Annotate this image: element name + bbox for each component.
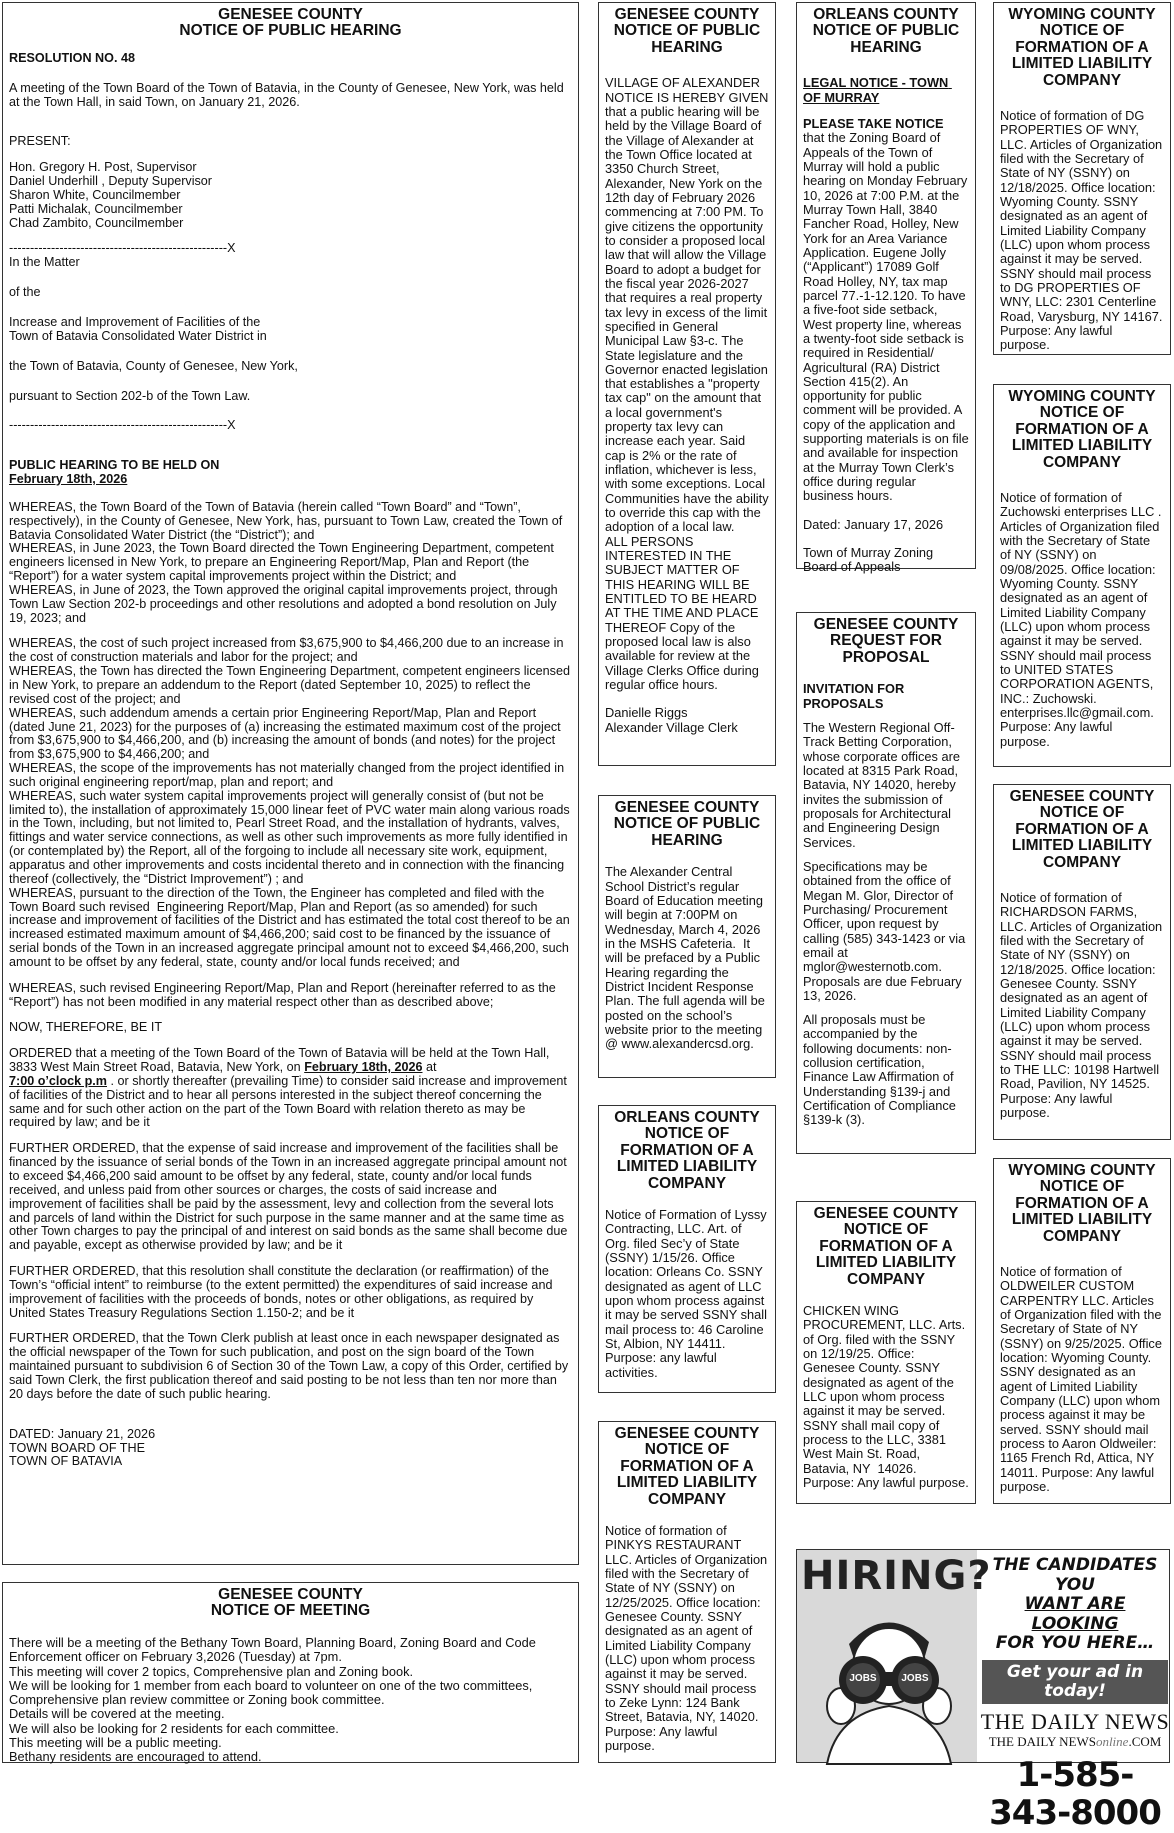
header-line: FORMATION OF A [819,1237,953,1255]
header-line: COMPANY [647,1490,727,1508]
present-label: PRESENT: [9,134,71,149]
header-line: FORMATION OF A [1015,1194,1149,1212]
dg-properties-llc-formation-notice [993,2,1171,355]
resolution-number: RESOLUTION NO. 48 [9,50,135,65]
notice-body: Notice of formation of Zuchowski enterprises LLC . Articles of Organization filed with the Secretary of State of NY (SSNY) on 09/08/2025. Office location: Wyoming County. SSNY designated as an agent of Limited Liability Company (LLC) upon whom process against it may be served. SSNY should mail process to UNITED STATES CORPORATION AGENTS, INC.: Zuchowski. enterprises.llc@gmail.com. Purpose: Any lawful purpose. [1000,490,1165,749]
header-line: COMPANY [1042,453,1122,471]
header-line: ORLEANS COUNTY [813,6,959,23]
header-line: LIMITED LIABILITY [815,1254,957,1272]
notice-header [9,1587,572,1620]
ad-text-panel [980,1550,1170,1833]
present-member: Chad Zambito, Councilmember [9,215,184,230]
invitation-title: INVITATION FOR PROPOSALS [803,681,908,711]
notice-dated: Dated: January 17, 2026 [803,516,944,532]
header-line: LIMITED LIABILITY [1011,55,1153,73]
ad-call-to-action[interactable]: Get your ad in today! [982,1660,1168,1704]
divider: ----------------------------------------------------X [9,418,236,433]
header-line: LIMITED LIABILITY [1011,1211,1153,1229]
header-line: NOTICE OF [1039,1178,1125,1196]
header-line: NOTICE OF PUBLIC [613,22,761,40]
notice-header [803,1206,969,1288]
whereas-paragraph: WHEREAS, the Town Board of the Town of Batavia (herein called “Town Board” and “Town”, respectively), in the County of Genesee, New York, has, pursuant to Town Law, created the Town of Batavia Consolidated Water District (the “District”); and WHEREAS, in June 2023, the Town Board directed the Town Engineering Department, competent engineers licensed in New York, to prepare an Engineering Report/Map, Plan and Report (the “Report”) for a water system capital improvements project within the District; and WHEREAS, in June of 2023, the Town approved the original capital improvements project, through Town Law Section 202-b proceedings and other resolutions and adopted a bond resolution on July 19, 2023; and [9,499,563,625]
header-line: COMPANY [1042,1227,1122,1245]
logo-text: THE DAILY NEWS [988,1734,1096,1750]
ordered-time: 7:00 o’clock p.m [9,1073,107,1088]
header-line: FORMATION OF A [620,1457,754,1475]
richardson-farms-llc-formation-notice [993,784,1171,1140]
jobs-label-right: JOBS [901,1673,929,1684]
header-line: FORMATION OF A [1015,420,1149,438]
ordered-paragraph [9,1047,572,1130]
logo-com: .COM [1128,1734,1162,1750]
header-line: COMPANY [1042,71,1122,89]
notice-header [1000,1163,1164,1245]
header-line: COMPANY [647,1174,727,1192]
matter-line: Increase and Improvement of Facilities of the Town of Batavia Consolidated Water District in [9,314,267,343]
header-line: NOTICE OF [1039,804,1125,822]
hiring-headline: HIRING? [801,1553,992,1599]
hearing-date: February 18th, 2026 [9,472,128,487]
lyssy-llc-formation-notice [598,1105,776,1393]
header-line: HEARING [651,38,723,56]
header-line: GENESEE COUNTY [813,1205,959,1222]
meeting-body: There will be a meeting of the Bethany Town Board, Planning Board, Zoning Board and Code Enforcement officer on February 3,2026 (Tuesday) at 7pm. This meeting will cover 2 topics, Comprehensive plan and Zoning book. We will be looking for 1 member from each board to volunteer on one of the two committees, Comprehensive plan review committee or Zoning book committee. Details will be covered at the meeting. We will also be looking for 2 residents for each committee. This meeting will be a public meeting. Bethany residents are encouraged to attend. [9,1634,536,1765]
notice-signature: Danielle Riggs Alexander Village Clerk [605,705,738,735]
zuchowski-llc-formation-notice [993,384,1171,767]
notice-header [1000,7,1164,89]
ad-phone-number[interactable]: 1-585-343-8000 [989,1754,1161,1833]
alexander-village-hearing-notice [598,2,776,766]
header-line: FORMATION OF A [620,1141,754,1159]
proposal-paragraph: The Western Regional Off-Track Betting Corporation, whose corporate offices are located at 8315 Park Road, Batavia, NY 14020, hereby invites the submission of proposals for Architectural and Engineering Design Services. [803,719,964,850]
header-line: NOTICE OF [1039,404,1125,422]
notice-body: Notice of Formation of Lyssy Contracting, LLC. Art. of Org. filed Sec’y of State (SSNY) 1/15/26. Office location: Orleans Co. SSNY designated as agent of LLC upon whom process against it may be served SSNY shall mail process to: 46 Caroline St, Albion, NY 14411. Purpose: any lawful activities. [605,1207,771,1380]
tagline-line: WANT ARE LOOKING [1024,1594,1126,1634]
chicken-wing-llc-formation-notice [796,1201,976,1504]
hearing-label: PUBLIC HEARING TO BE HELD ON [9,458,220,473]
header-line: FORMATION OF A [1015,820,1149,838]
divider: ----------------------------------------------------X [9,241,236,256]
header-line: GENESEE COUNTY [614,799,760,816]
header-line: COMPANY [846,1270,926,1288]
dated-signature: DATED: January 21, 2026 TOWN BOARD OF THE TOWN OF BATAVIA [9,1426,156,1469]
header-line: HEARING [651,831,723,849]
bethany-meeting-notice [2,1582,579,1763]
whereas-paragraph: WHEREAS, such revised Engineering Report/Map, Plan and Report (hereinafter referred to as the “Report”) has not been modified in any material respect other than as described above; [9,980,560,1009]
header-line: GENESEE COUNTY [614,1425,760,1442]
header-line: WYOMING COUNTY [1008,1162,1156,1179]
matter-line: the Town of Batavia, County of Genesee, New York, [9,358,298,373]
jobs-label-left: JOBS [849,1673,877,1684]
daily-news-hiring-ad[interactable] [796,1549,1170,1833]
notice-header [605,1110,769,1192]
batavia-hearing-notice [2,2,579,1565]
header-line: GENESEE COUNTY [218,6,363,23]
header-line: NOTICE OF [843,1221,929,1239]
binoculars-person-illustration [797,1594,977,1764]
ordered-text: ORDERED that a meeting of the Town Board of the Town of Batavia will be held at the Town Hall, 3833 West Main Street Road, Batavia, New York, on [9,1046,553,1075]
notice-body: CHICKEN WING PROCUREMENT, LLC. Arts. of Org. filed with the SSNY on 12/19/25. Office: Genesee County. SSNY designated as agent of the LLC upon whom process against it may be served. SSNY shall mail copy of process to the LLC, 3381 West Main St. Road, Batavia, NY 14026. Purpose: Any lawful purpose. [803,1303,969,1491]
header-line: COMPANY [1042,853,1122,871]
notice-body: VILLAGE OF ALEXANDER NOTICE IS HEREBY GIVEN that a public hearing will be held by the Village Board of the Village of Alexander at the Town Office located at 3350 Church Street, Alexander, New York on the 12th day of February 2026 commencing at 7:00 PM. To give citizens the opportunity to consider a proposed local law that will allow the Village Board to adopt a budget for the fiscal year 2026-2027 that requires a real property tax levy in excess of the limit specified in General Municipal Law §3-c. The State legislature and the Governor enacted legislation that establishes a "property tax cap" on the amount that a local government's property tax levy can increase each year. Said cap is 2% or the rate of inflation, whichever is less, with some exceptions. Local Communities have the ability to override this cap with the adoption of a local law. ALL PERSONS INTERESTED IN THE SUBJECT MATTER OF THIS HEARING WILL BE ENTITLED TO BE HEARD AT THE TIME AND PLACE THEREOF Copy of the proposed local law is also available for review at the Village Clerks Office during regular office hours. [605,75,769,693]
proposal-paragraph: Specifications may be obtained from the office of Megan M. Glor, Director of Purchasing/ Procurement Officer, upon request by calling (585) 343-1423 or via email at mglor@westernotb.com. Proposals are due February 13, 2026. [803,858,969,1003]
pinkys-llc-formation-notice [598,1421,776,1763]
ad-illustration-panel [797,1550,992,1762]
notice-header [605,800,769,849]
header-line: GENESEE COUNTY [813,616,959,633]
further-ordered-paragraph: FURTHER ORDERED, that this resolution shall constitute the declaration (or reaffirmation) of the Town’s “official intent” to reimburse (to the extent permitted) the expenditures of said increase and improvement of facilities with the proceeds of bonds, notes or other obligations, as required by United States Treasury Regulations Section 1.150-2; and be it [9,1264,556,1320]
header-line: GENESEE COUNTY [1009,788,1155,805]
header-line: REQUEST FOR [830,632,942,650]
otb-request-for-proposal [796,612,976,1154]
now-therefore: NOW, THEREFORE, BE IT [9,1020,163,1035]
ordered-date: February 18th, 2026 [304,1060,423,1075]
notice-header [1000,789,1164,871]
oldweiler-llc-formation-notice [993,1158,1171,1504]
notice-body: Notice of formation of PINKYS RESTAURANT LLC. Articles of Organization filed with the Secretary of State of NY (SSNY) on 12/25/2025. Office location: Genesee County. SSNY designated as an agent of Limited Liability Company (LLC) upon whom process against it may be served. SSNY should mail process to Zeke Lynn: 124 Bank Street, Batavia, NY, 14020. Purpose: Any lawful purpose. [605,1523,771,1754]
further-ordered-paragraph: FURTHER ORDERED, that the expense of said increase and improvement of the facilities shall be financed by the issuance of serial bonds of the Town in an increased aggregate principal amount not to exceed $4,466,200 said amount to be offset by any federal, state, county and/or local funds received, and unless paid from other sources or charges, the costs of said increase and improvement of facilities shall be paid by the assessment, levy and collection from the several lots and parcels of land within the District for such purpose in the same manner and at the same time as other Town charges to pay the principal of and interest on said bonds as the same shall become due and payable, except as otherwise provided by law; and be it [9,1141,571,1253]
daily-news-logo: THE DAILY NEWS [980,1708,1170,1734]
notice-signature: Town of Murray Zoning Board of Appeals [803,545,937,575]
further-ordered-paragraph: FURTHER ORDERED, that the Town Clerk publish at least once in each newspaper designated as the official newspaper of the Town for such publication, and post on the sign board of the Town maintained pursuant to subdivision 6 of Section 30 of the Town Law, a copy of this Order, certified by said Town Clerk, the first publication thereof and said posting to be not less than ten nor more than 20 days before the date of such public hearing. [9,1331,572,1401]
murray-hearing-notice [796,2,976,575]
header-line: NOTICE OF [644,1125,730,1143]
notice-header [605,1426,769,1508]
header-line: NOTICE OF [1039,22,1125,40]
notice-header [1000,389,1164,471]
header-line: NOTICE OF MEETING [210,1602,371,1620]
notice-body: The Alexander Central School District’s regular Board of Education meeting will begin at 7:00PM on Wednesday, March 4, 2026 in the MSHS Cafeteria. It will be prefaced by a Public Hearing regarding the District Incident Response Plan. The full agenda will be posted on the school’s website prior to the meeting @ www.alexandercsd.org. [605,864,769,1052]
header-line: GENESEE COUNTY [218,1586,363,1603]
notice-body: Notice of formation of RICHARDSON FARMS, LLC. Articles of Organization filed with the Secretary of State of NY (SSNY) on 12/18/2025. Office location: Genesee County. SSNY designated as an agent of Limited Liability Company (LLC) upon whom process against it may be served. SSNY should mail process to THE LLC: 10198 Hartwell Road, Pavilion, NY 14525. Purpose: Any lawful purpose. [1000,890,1166,1121]
matter-line: pursuant to Section 202-b of the Town Law. [9,388,251,403]
header-line: LIMITED LIABILITY [1011,437,1153,455]
header-line: PROPOSAL [842,648,930,666]
header-line: LIMITED LIABILITY [1011,837,1153,855]
header-line: WYOMING COUNTY [1008,6,1156,23]
ad-tagline [980,1556,1170,1654]
present-member: Sharon White, Councilmember [9,187,181,202]
notice-body: Notice of formation of OLDWEILER CUSTOM CARPENTRY LLC. Articles of Organization filed with the Secretary of State of NY (SSNY) on 9/25/2025. Office location: Wyoming County. SSNY designated as an agent of Limited Liability Company (LLC) upon whom process against it may be served. SSNY should mail process to Aaron Oldweiler: 1165 French Rd, Attica, NY 14011. Purpose: Any lawful purpose. [1000,1264,1166,1495]
proposal-paragraph: All proposals must be accompanied by the following documents: non-collusion certification, Finance Law Affirmation of Understanding §139-j and Certification of Compliance §139-k (3). [803,1012,960,1128]
ordered-text: . or shortly thereafter (prevailing Time) to consider said increase and improvement of facilities of the District and to hear all persons interested in the subject thereof concerning the same and for such other action on the part of the Town Board with relation thereto as may be required by law; and be it [9,1073,571,1130]
whereas-paragraph: WHEREAS, the cost of such project increased from $3,675,900 to $4,466,200 due to an increase in the cost of construction materials and labor for the project; and WHEREAS, the Town has directed the Town Engineering Department, competent engineers licensed in New York, to prepare an addendum to the Report (dated September 10, 2025) to reflect the revised cost of the project; and WHEREAS, such addendum amends a certain prior Engineering Report/Map, Plan and Report (dated June 21, 2023) for the purposes of (a) increasing the estimated maximum cost of the project from $3,675,900 to $4,466,200, and (b) increasing the amount of bonds (and notes) for the project from $3,675,900 to $4,466,200; and WHEREAS, the scope of the improvements has not materially changed from the project identified in such original engineering report/map, plan and report; and WHEREAS, such water system capital improvements project will generally consist of (but not be limited to), the installation of approximately 15,000 linear feet of PVC water main along various roads in the Town, including, but not limited to, Pearl Street Road, and the installation of hydrants, valves, fittings and water service connections, as well as other such improvements as more fully identified in (or contemplated by) the Report, all of the forgoing to include all necessary site work, equipment, apparatus and other improvements and costs incidental thereto and in connection with the financing thereof (collectively, the “District Improvement”) ; and WHEREAS, pursuant to the direction of the Town, the Engineer has completed and filed with the Town Board such revised Engineering Report/Map, Plan and Report (as so amended) for such increase and improvement of facilities of the District and has estimated the total cost thereof to be an increased estimated maximum amount of $4,466,200; said cost to be financed by the issuance of serial bonds of the Town in an increased aggregate principal amount not to exceed $4,466,200, such amount to be offset by any federal, state, county and/or local funds received; and [9,636,570,969]
tagline-line: FOR YOU HERE… [995,1633,1155,1654]
header-line: GENESEE COUNTY [614,6,760,23]
header-line: NOTICE OF PUBLIC HEARING [179,22,402,40]
notice-header [605,7,769,56]
header-line: NOTICE OF [644,1441,730,1459]
header-line: WYOMING COUNTY [1008,388,1156,405]
notice-header [9,7,572,40]
notice-header [803,617,969,666]
header-line: FORMATION OF A [1015,38,1149,56]
daily-news-online-logo [980,1735,1170,1750]
present-member: Daniel Underhill , Deputy Supervisor [9,174,212,189]
tagline-line: THE CANDIDATES YOU [992,1555,1158,1595]
notice-body: that the Zoning Board of Appeals of the Town of Murray will hold a public hearing on Monday February 10, 2026 at 7:00 P.M. at the Murray Town Hall, 3840 Fancher Road, Holley, New York for an Area Variance Application. Eugene Jolly (“Applicant”) 17089 Golf Road Holley, NY, tax map parcel 77.-1-12.120. To have a five-foot side setback, West property line, whereas a twenty-foot side setback is required in Residential/ Agricultural (RA) District Section 415(2). An opportunity for public comment will be provided. A copy of the application and supporting materials is on file and available for inspection at the Murray Town Clerk’s office during regular business hours. [803,130,973,504]
notice-header [803,7,969,56]
legal-notice-title: LEGAL NOTICE - TOWN OF MURRAY [803,75,952,105]
header-line: LIMITED LIABILITY [616,1474,758,1492]
please-take-notice: PLEASE TAKE NOTICE [803,115,944,131]
header-line: NOTICE OF PUBLIC [812,22,960,40]
ordered-text: at [422,1060,437,1075]
present-list [9,161,572,230]
present-member: Patti Michalak, Councilmember [9,201,183,216]
matter-line: of the [9,285,41,300]
header-line: NOTICE OF PUBLIC [613,815,761,833]
alexander-school-hearing-notice [598,795,776,1078]
logo-online: online [1095,1734,1129,1750]
meeting-paragraph: A meeting of the Town Board of the Town of Batavia, in the County of Genesee, New York, was held at the Town Hall, in said Town, on January 21, 2026. [9,80,568,109]
header-line: HEARING [850,38,922,56]
notice-body: Notice of formation of DG PROPERTIES OF WNY, LLC. Articles of Organization filed with the Secretary of State of NY (SSNY) on 12/18/2025. Office location: Wyoming County. SSNY designated as an agent of Limited Liability Company (LLC) upon whom process against it may be served. SSNY should mail process to DG PROPERTIES OF WNY, LLC: 2301 Centerline Road, Varysburg, NY 14167. Purpose: Any lawful purpose. [1000,108,1166,353]
header-line: LIMITED LIABILITY [616,1158,758,1176]
header-line: ORLEANS COUNTY [614,1109,760,1126]
matter-line: In the Matter [9,255,80,270]
present-member: Hon. Gregory H. Post, Supervisor [9,160,197,175]
